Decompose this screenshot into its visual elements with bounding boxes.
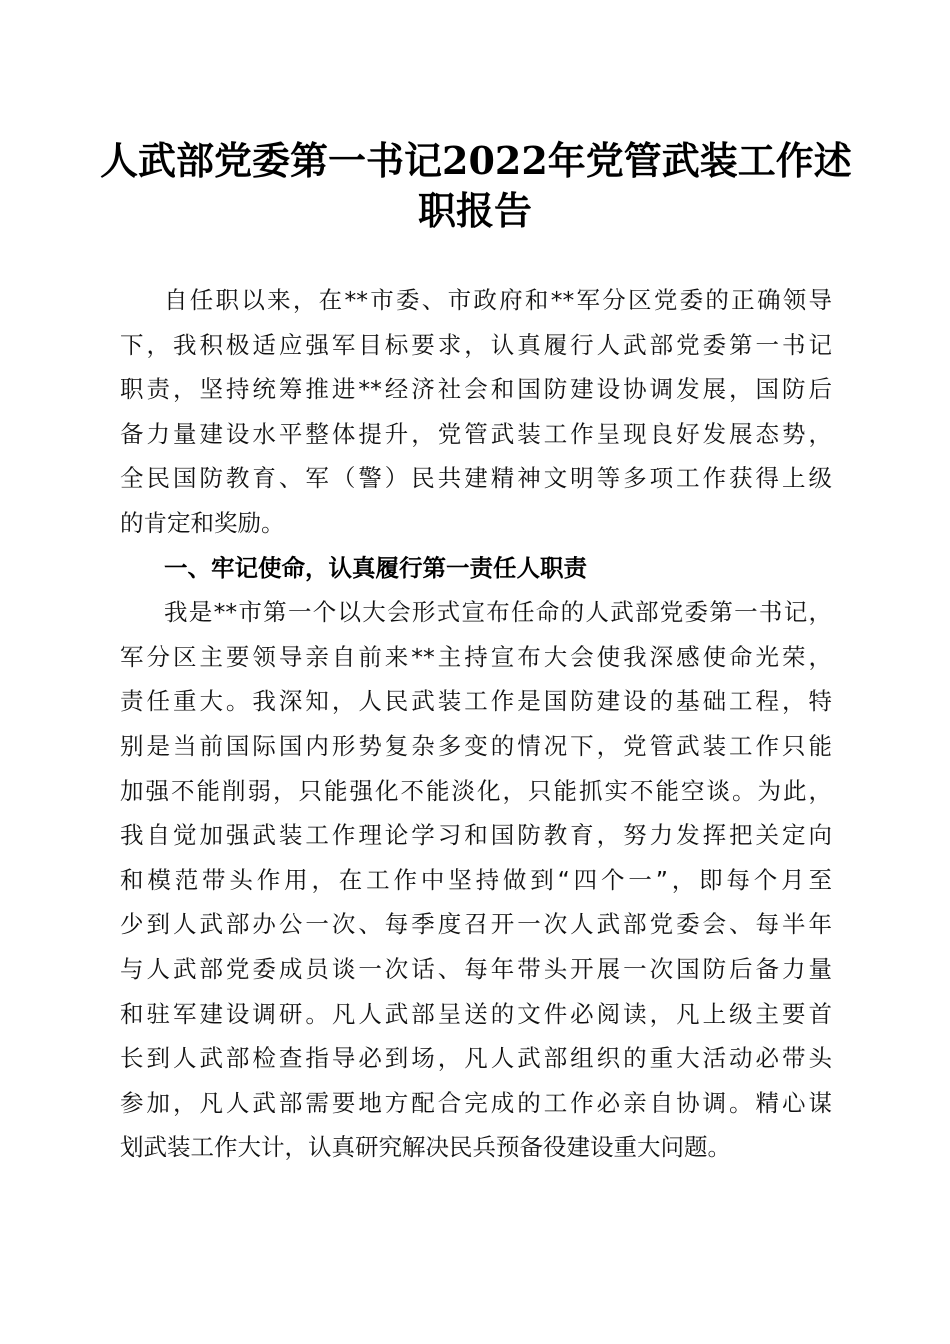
document-title (100, 136, 850, 236)
text-line: 和模范带头作用，在工作中坚持做到“四个一”，即每个月至 (120, 865, 832, 894)
text-line: 的肯定和奖励。 (120, 508, 285, 537)
text-line: 职责，坚持统筹推进**经济社会和国防建设协调发展，国防后 (120, 375, 832, 404)
text-line: 和驻军建设调研。凡人武部呈送的文件必阅读，凡上级主要首 (120, 999, 832, 1028)
text-line: 别是当前国际国内形势复杂多变的情况下，党管武装工作只能 (120, 731, 832, 760)
title-line-2: 职报告 (417, 188, 532, 233)
text-line: 备力量建设水平整体提升，党管武装工作呈现良好发展态势， (120, 419, 832, 448)
title-line-1: 人武部党委第一书记2022年党管武装工作述 (100, 138, 852, 183)
text-line: 全民国防教育、军（警）民共建精神文明等多项工作获得上级 (120, 464, 832, 493)
text-line: 少到人武部办公一次、每季度召开一次人武部党委会、每半年 (120, 910, 832, 939)
document-body (120, 278, 832, 1170)
text-line: 长到人武部检查指导必到场，凡人武部组织的重大活动必带头 (120, 1044, 832, 1073)
text-line: 下，我积极适应强军目标要求，认真履行人武部党委第一书记 (120, 330, 832, 359)
text-line: 自任职以来，在**市委、市政府和**军分区党委的正确领导 (164, 286, 832, 314)
text-line: 参加，凡人武部需要地方配合完成的工作必亲自协调。精心谋 (120, 1088, 832, 1117)
text-line: 军分区主要领导亲自前来**主持宣布大会使我深感使命光荣， (120, 642, 832, 671)
text-line: 划武装工作大计，认真研究解决民兵预备役建设重大问题。 (120, 1133, 731, 1162)
text-line: 我是**市第一个以大会形式宣布任命的人武部党委第一书记， (164, 598, 832, 627)
text-line: 与人武部党委成员谈一次话、每年带头开展一次国防后备力量 (120, 954, 832, 983)
text-line: 加强不能削弱，只能强化不能淡化，只能抓实不能空谈。为此， (120, 776, 832, 805)
text-line: 责任重大。我深知，人民武装工作是国防建设的基础工程，特 (120, 687, 832, 716)
section-1-paragraph (120, 590, 832, 1170)
section-heading: 一、牢记使命，认真履行第一责任人职责 (164, 553, 587, 582)
text-line: 我自觉加强武装工作理论学习和国防教育，努力发挥把关定向 (120, 821, 832, 850)
intro-paragraph (120, 278, 832, 546)
